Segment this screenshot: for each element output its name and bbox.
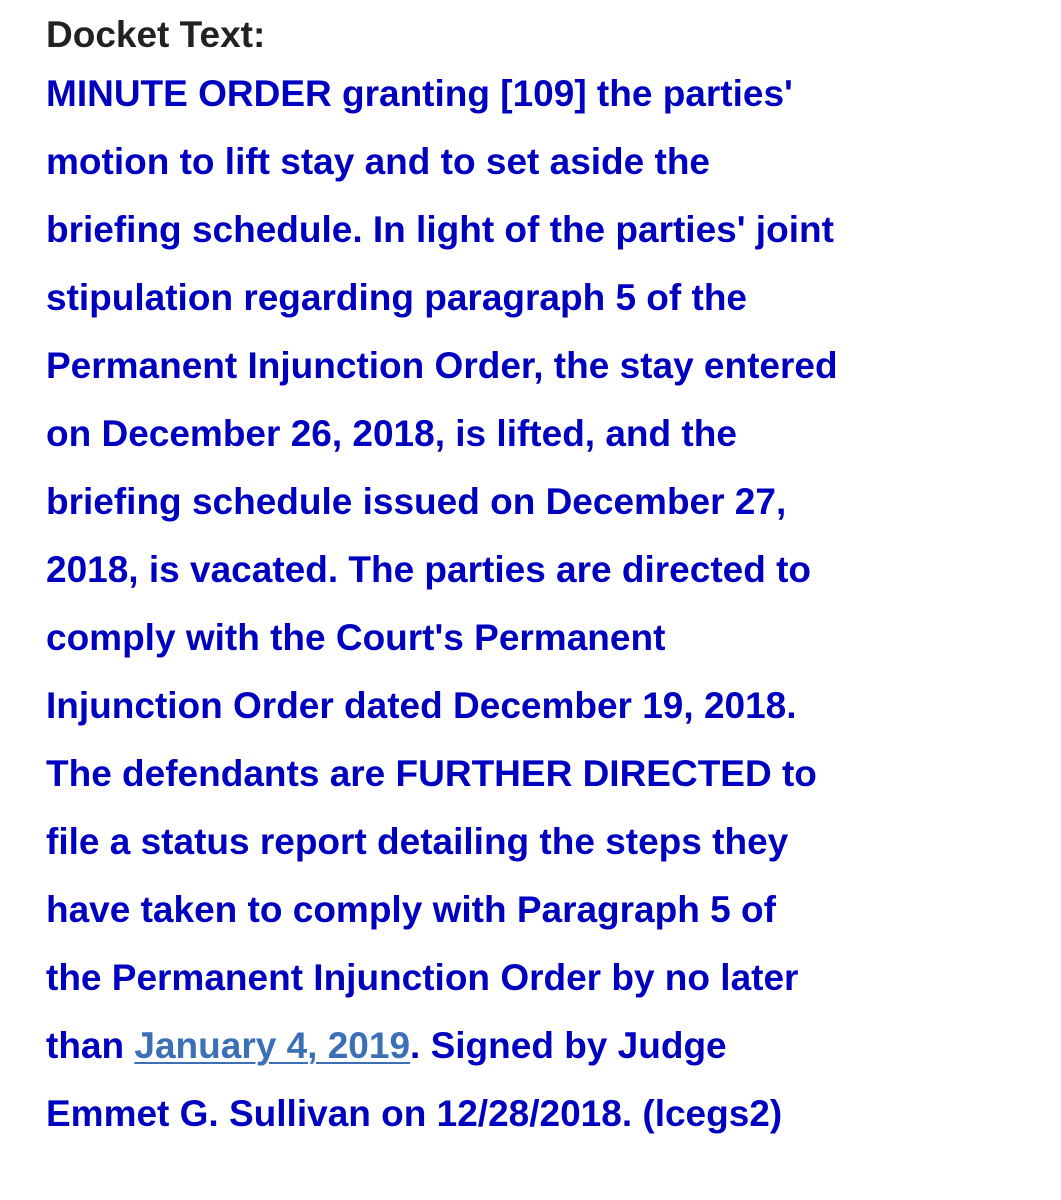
docket-final-line: Emmet G. Sullivan on 12/28/2018. (lcegs2)	[46, 1093, 783, 1134]
docket-line: file a status report detailing the steps they	[46, 821, 789, 862]
link-line-suffix: . Signed by Judge	[410, 1025, 727, 1066]
docket-line: Permanent Injunction Order, the stay entered	[46, 345, 838, 386]
docket-line: The defendants are FURTHER DIRECTED to	[46, 753, 817, 794]
deadline-date-link[interactable]: January 4, 2019	[134, 1025, 411, 1066]
docket-line: briefing schedule issued on December 27,	[46, 481, 787, 522]
docket-line: the Permanent Injunction Order by no later	[46, 957, 799, 998]
docket-line: stipulation regarding paragraph 5 of the	[46, 277, 748, 318]
docket-line: 2018, is vacated. The parties are directed to	[46, 549, 812, 590]
docket-line: motion to lift stay and to set aside the	[46, 141, 711, 182]
docket-line: on December 26, 2018, is lifted, and the	[46, 413, 737, 454]
docket-line: comply with the Court's Permanent	[46, 617, 666, 658]
link-line-prefix: than	[46, 1025, 135, 1066]
docket-line: have taken to comply with Paragraph 5 of	[46, 889, 776, 930]
docket-line: MINUTE ORDER granting [109] the parties'	[46, 73, 793, 114]
docket-text-label: Docket Text:	[46, 14, 266, 55]
docket-line: briefing schedule. In light of the parties' joint	[46, 209, 834, 250]
docket-text-body	[46, 60, 1036, 1148]
docket-line: Injunction Order dated December 19, 2018.	[46, 685, 797, 726]
docket-line-with-link	[46, 1012, 1036, 1080]
docket-entry	[46, 10, 1036, 1148]
